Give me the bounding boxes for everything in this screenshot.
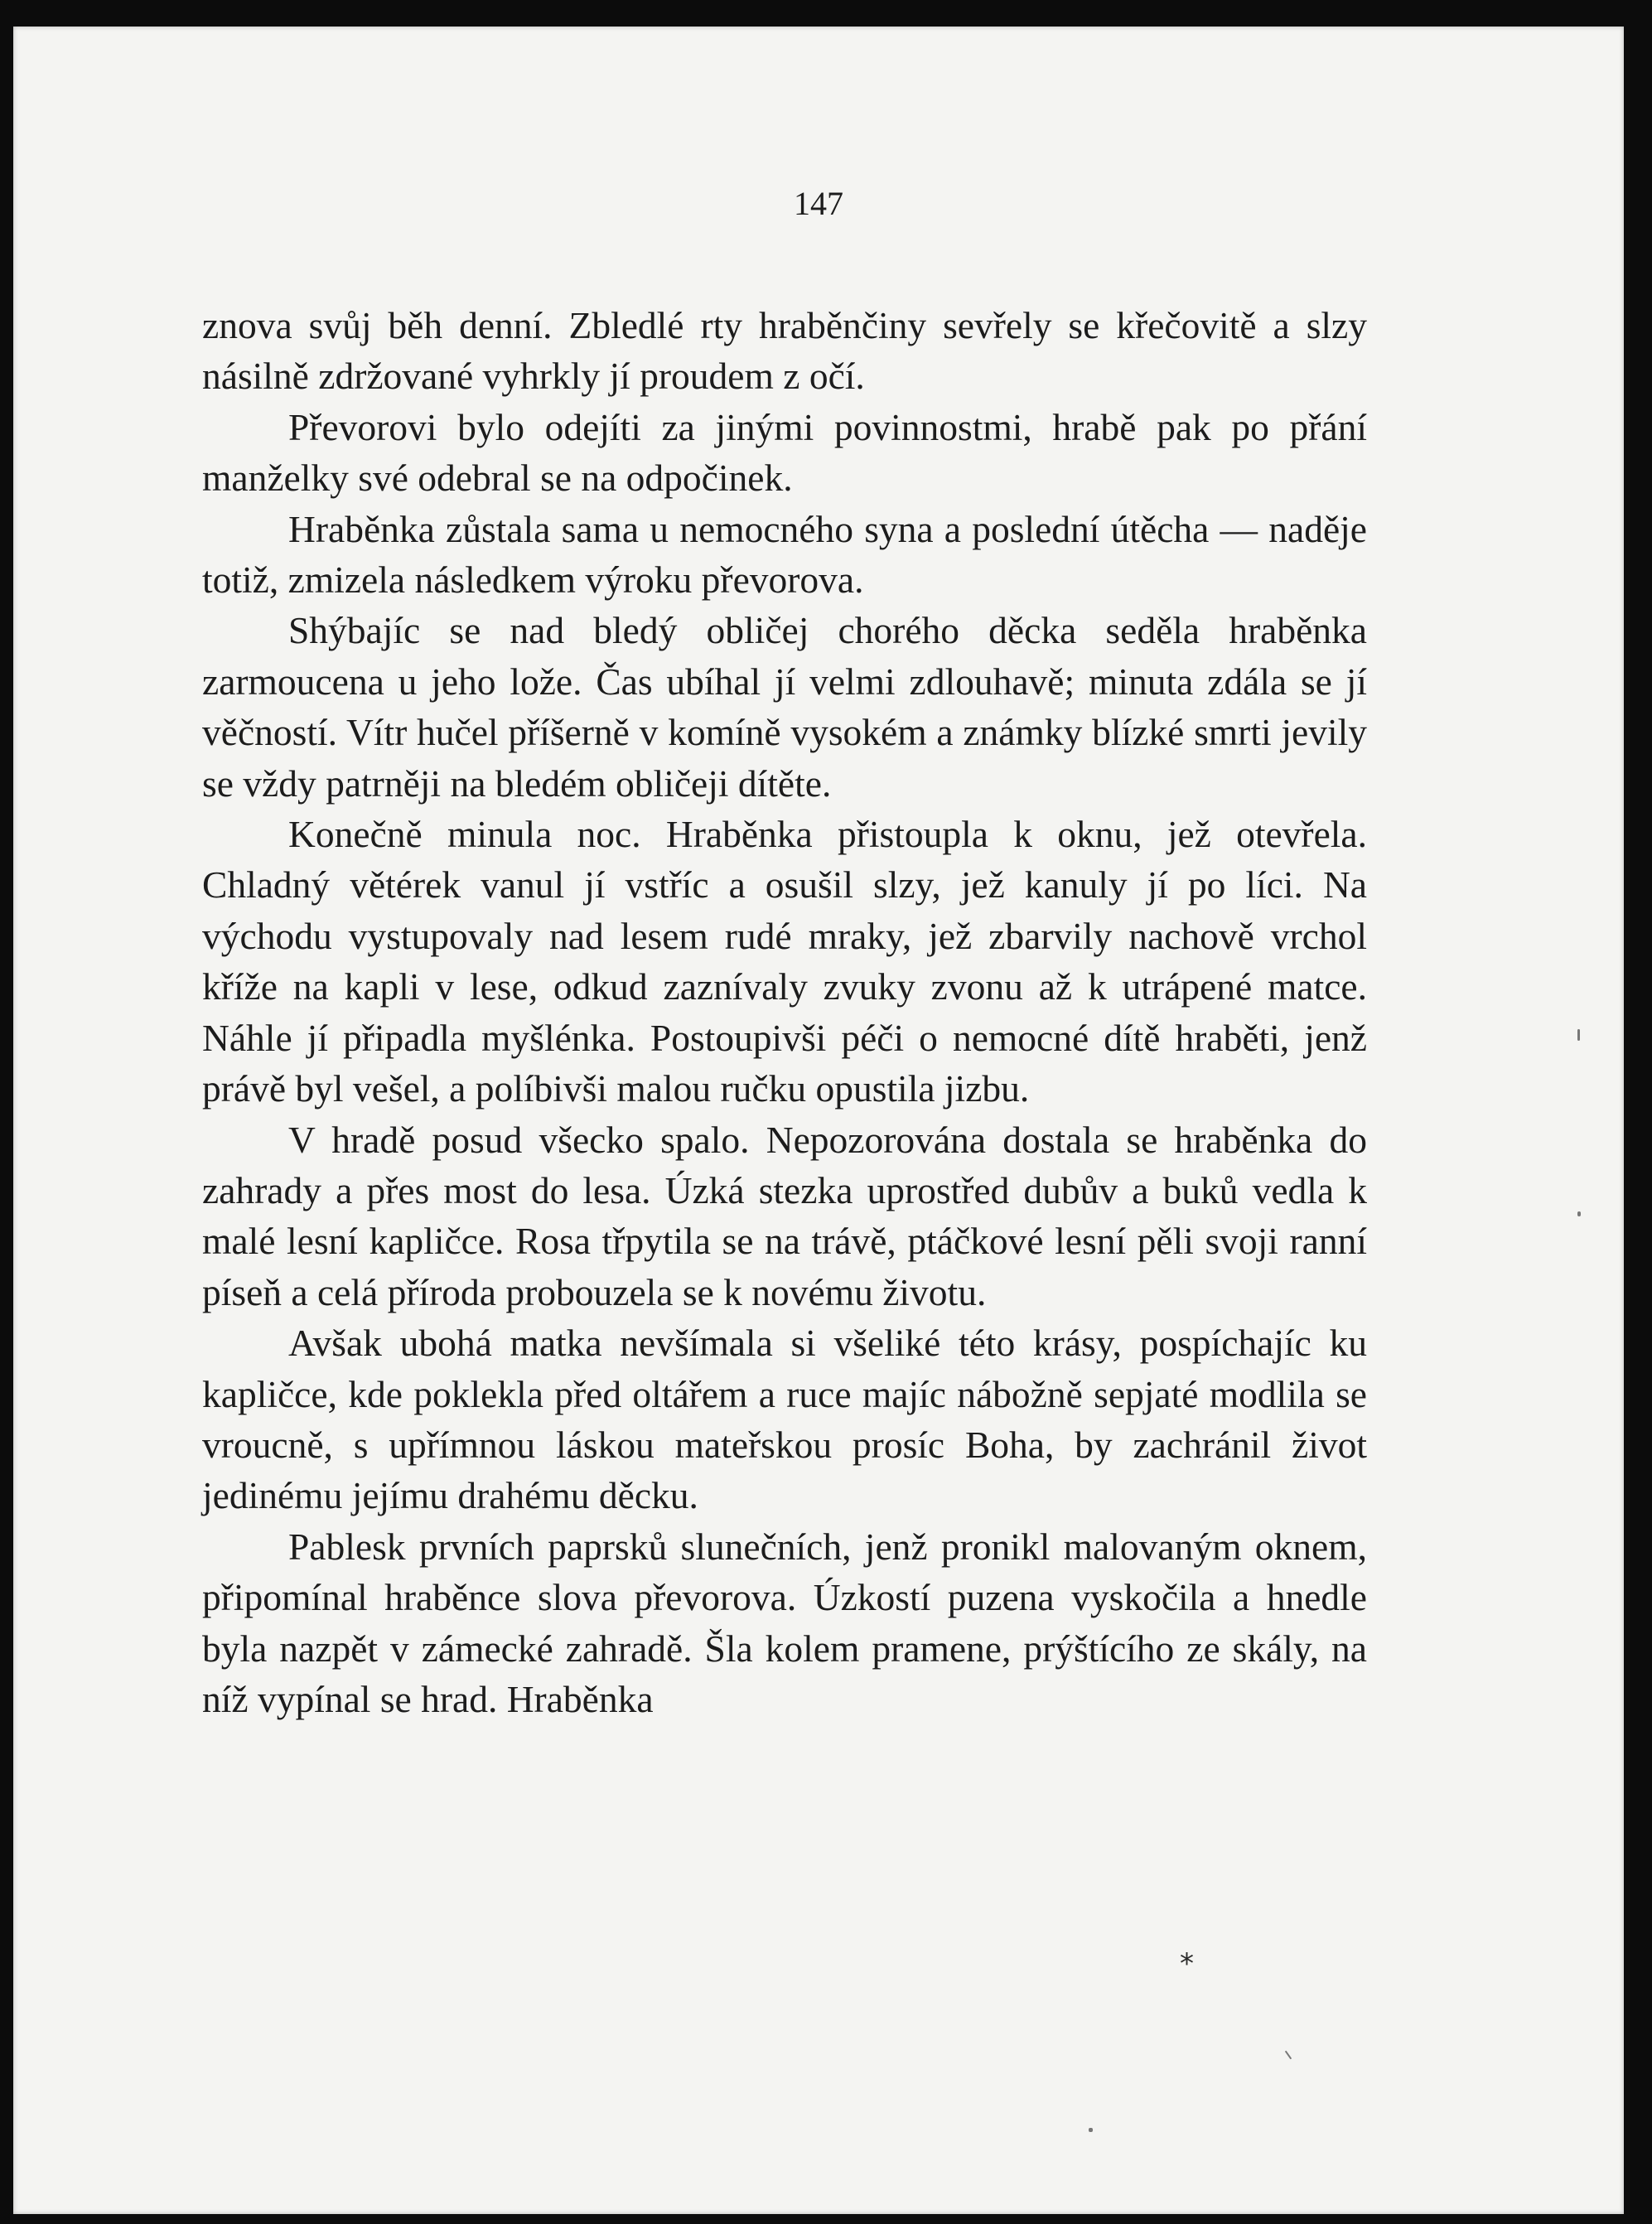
- paragraph-continued: Pablesk prvních paprsků slunečních, jenž pronikl malovaným oknem, připomínal hraběnce slova převorova. Úzkostí puzena vyskočila a hnedle byla nazpět v zámecké zahradě. Šla kolem pramene, prýštícího ze skály, na níž vypínal se hrad. Hraběnka: [202, 1525, 1367, 1720]
- signature-mark: *: [1180, 1947, 1194, 1980]
- print-speck: [1577, 1029, 1580, 1041]
- paragraph: Konečně minula noc. Hraběnka přistoupla k oknu, jež otevřela. Chladný větérek vanul jí vstříc a osušil slzy, jež kanuly jí po líci. Na východu vystupovaly nad lesem rudé mraky, jež zbarvily nachově vrchol kříže na kapli v lese, odkud zaznívaly zvuky zvonu až k utrápené matce. Náhle jí připadla myšlénka. Postoupivši péči o nemocné dítě hraběti, jenž právě byl vešel, a políbivši malou ručku opustila jizbu.: [202, 813, 1367, 1110]
- page-number: 147: [794, 185, 843, 222]
- paragraph: Shýbajíc se nad bledý obličej chorého děcka seděla hraběnka zarmoucena u jeho lože. Čas ubíhal jí velmi zdlouhavě; minuta zdála se jí věčností. Vítr hučel příšerně v komíně vysokém a známky blízké smrti jevily se vždy patrněji na bledém obličeji dítěte.: [202, 609, 1367, 805]
- paragraph: Převorovi bylo odejíti za jinými povinnostmi, hrabě pak po přání manželky své odebral se na odpočinek.: [202, 405, 1367, 500]
- book-page: [13, 27, 1624, 2214]
- paragraph: Hraběnka zůstala sama u nemocného syna a poslední útěcha — naděje totiž, zmizela následkem výroku převorova.: [202, 507, 1367, 602]
- paragraph: Avšak ubohá matka nevšímala si všeliké této krásy, pospíchajíc ku kapličce, kde poklekla před oltářem a ruce majíc nábožně sepjaté modlila se vroucně, s upřímnou láskou mateřskou prosíc Boha, by zachránil život jedinému jejímu drahému děcku.: [202, 1322, 1367, 1517]
- body-text: [202, 300, 1367, 1724]
- paragraph: V hradě posud všecko spalo. Nepozorována dostala se hraběnka do zahrady a přes most do lesa. Úzká stezka uprostřed dubův a buků vedla k malé lesní kapličce. Rosa třpytila se na trávě, ptáčkové lesní pěli svoji ranní píseň a celá příroda probouzela se k novému životu.: [202, 1118, 1367, 1313]
- paragraph: znova svůj běh denní. Zbledlé rty hraběnčiny sevřely se křečovitě a slzy násilně zdržované vyhrkly jí proudem z očí.: [202, 304, 1367, 398]
- print-speck: [1285, 2051, 1292, 2060]
- print-speck: [1577, 1211, 1581, 1216]
- print-speck: [1089, 2128, 1093, 2132]
